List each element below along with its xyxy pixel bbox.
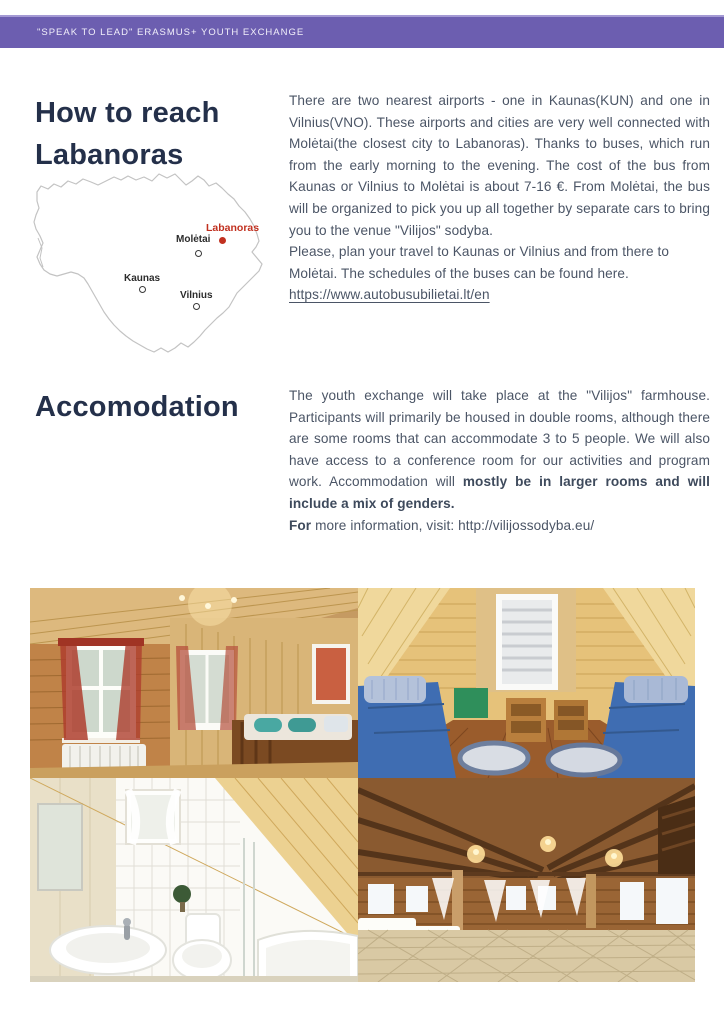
bedroom-window-left [58,638,144,743]
section-heading-how-to-reach [35,92,285,176]
map-label-vilnius: Vilnius [180,290,213,301]
photo-bedroom [30,588,358,778]
photo-bathroom [30,778,358,982]
header-title: "SPEAK TO LEAD" ERASMUS+ YOUTH EXCHANGE [37,27,305,38]
accommodation-text-block [289,385,710,536]
heading-line-2: Labanoras [35,139,184,171]
section-heading-accommodation: Accomodation [35,391,239,423]
accommodation-text-normal: The youth exchange will take place at the "Vilijos" farmhouse. Participants will primarily be housed in double rooms, although there are some rooms that can accommodate 3 to 5 people. We will also have access to a conference room for our activities and program work. Accommodation will [289,388,710,490]
map-label-labanoras: Labanoras [206,222,260,234]
bathroom-window [126,790,180,844]
photo-hall [358,778,695,982]
more-info-rest: more information, visit: http://vilijossodyba.eu/ [311,517,595,533]
map-marker-kaunas [139,286,146,293]
heading-line-1: How to reach [35,97,220,129]
map-marker-moletai [195,250,202,257]
accommodation-text-bold: mostly be in larger rooms and will include a mix of genders. [289,474,710,511]
map-marker-labanoras [219,237,226,244]
map-marker-vilnius [193,303,200,310]
lithuania-map [28,168,280,362]
bathroom-plant [173,885,191,903]
reach-text-block [289,90,710,306]
attic-rug-right [548,745,620,775]
lithuania-outline [28,168,280,362]
bus-schedule-link[interactable]: https://www.autobusubilietai.lt/en [289,287,490,303]
more-info-bold: For [289,517,312,533]
bathroom-corner-bath [258,931,358,982]
attic-dormer-window [476,588,576,692]
reach-paragraph-2: Please, plan your travel to Kaunas or Vilnius and from there to Molėtai. The schedules of the buses can be found here. [289,244,670,281]
bathroom-mirror [38,804,82,890]
hall-pillar [586,874,596,928]
map-label-kaunas: Kaunas [124,273,161,284]
header-bar [0,15,724,48]
attic-green-chest [454,688,488,718]
photo-grid [30,588,695,982]
bedroom-window-right [312,644,350,704]
photo-attic-room [358,588,695,778]
accommodation-paragraph [289,385,710,515]
attic-rug-left [460,743,528,773]
more-info-line [289,515,710,537]
map-label-moletai: Molėtai [176,234,211,245]
bedroom-window-middle [176,646,238,730]
reach-paragraph-1: There are two nearest airports - one in Kaunas(KUN) and one in Vilnius(VNO). These airports and cities are very well connected with Molėtai(the closest city to Labanoras). Thanks to buses, which run from the early morning to the evening. The cost of the bus from Kaunas or Vilnius to Molėtai is about 7-16 €. From Molėtai, the bus will be organized to pick you up all together by separate cars to bring you to the venue "Vilijos" sodyba. [289,93,710,238]
